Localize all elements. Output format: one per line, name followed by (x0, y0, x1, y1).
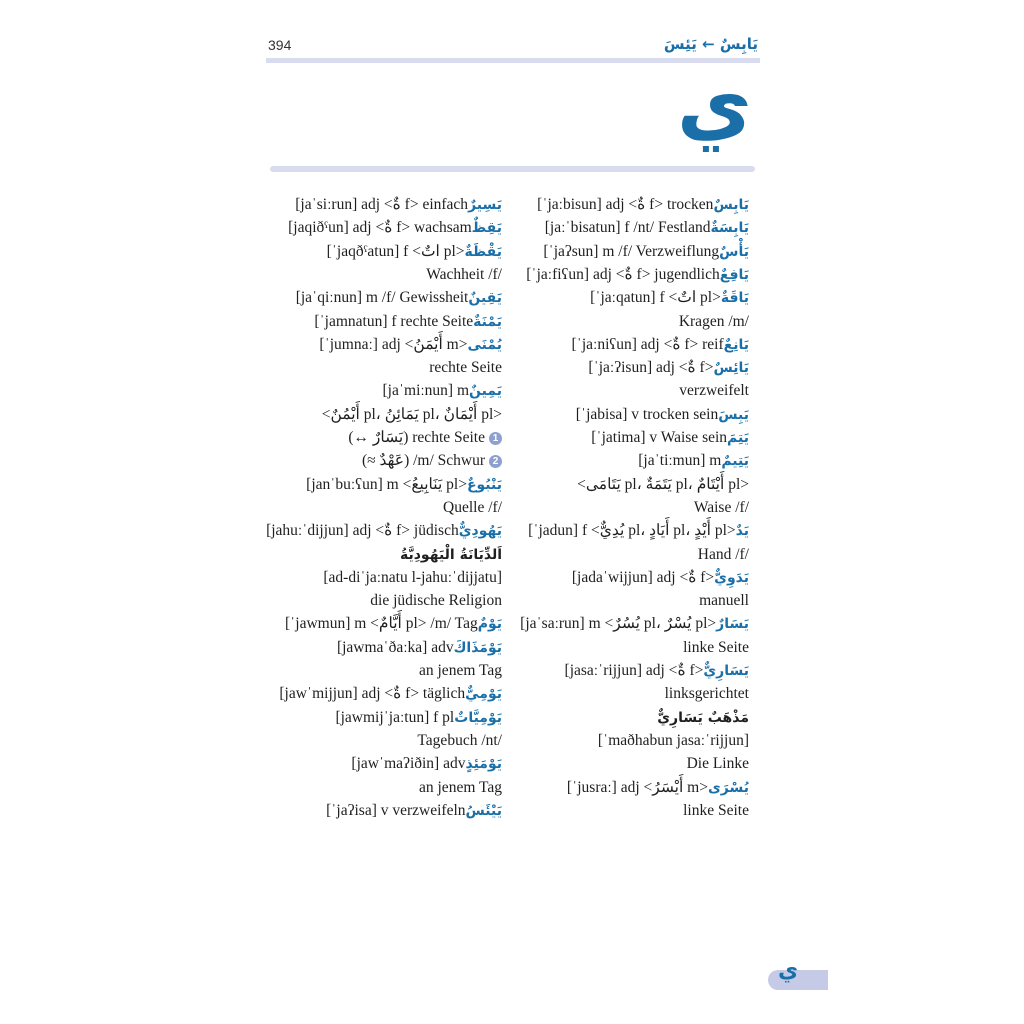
dictionary-line (537, 196, 749, 214)
headword: يَابِسَةٌ (710, 220, 749, 237)
entry-text: (≈ عَهْدٌ) /m/ Schwur (361, 452, 485, 470)
entry-text: [jaˈtiːmun] m (638, 452, 722, 470)
dictionary-line (326, 802, 502, 820)
dictionary-line (429, 359, 502, 377)
entry-text: [ad-diˈjaːnatu l-jahuːˈdijjatu] (323, 568, 502, 586)
entry-text: [jaqiðˤun] adj <ةٌ f> wachsam (288, 219, 472, 237)
headword: يَقِظٌ (471, 220, 502, 237)
headword: يَائِسٌ (713, 360, 749, 377)
dictionary-line (545, 219, 749, 237)
dictionary-line (528, 522, 749, 540)
dictionary-line (699, 592, 749, 610)
entry-text: [ˈjawmun] m <أَيَّامٌ pl> /m/ Tag (284, 615, 478, 633)
dictionary-line (285, 615, 502, 633)
entry-text: Tagebuch /nt/ (417, 731, 502, 749)
headword: يَوْمَذَاكَ (453, 639, 502, 656)
entry-text: [jaˈmiːnun] m (382, 382, 470, 400)
dictionary-line (383, 382, 503, 400)
entry-text: Die Linke (686, 755, 749, 773)
entry-text: [jawˈmijjun] adj <ةٌ f> täglich (279, 685, 466, 703)
dictionary-line (683, 802, 749, 820)
entry-text: [ˈjaːqatun] f <اتٌ pl> (590, 289, 721, 307)
entry-text: [jaːˈbisatun] f /nt/ Festland (544, 219, 711, 237)
entry-text: [janˈbuːʕun] m <يَنَابِيعُ pl> (306, 475, 467, 493)
section-rule (270, 166, 755, 172)
entry-text: linksgerichtet (664, 685, 749, 703)
entry-text: [ˈjaːbisun] adj <ةٌ f> trocken (537, 196, 714, 213)
running-head: يَابِسٌ ← يَئِسَ (663, 35, 758, 53)
dictionary-line (400, 546, 502, 564)
entry-text: [ˈjaʔsun] m /f/ Verzweiflung (543, 242, 720, 260)
dictionary-line (665, 685, 749, 703)
headword: يَأْسٌ (719, 243, 749, 260)
dictionary-line (591, 429, 749, 447)
entry-text: [jawmaˈðaːka] adv (336, 638, 454, 656)
dictionary-line (565, 662, 749, 680)
dictionary-line (588, 359, 749, 377)
entry-text: an jenem Tag (419, 778, 502, 796)
dictionary-line (306, 476, 502, 494)
entry-text: an jenem Tag (419, 662, 502, 679)
dictionary-line (266, 522, 502, 540)
headword: يَوْمِيٌّ (465, 686, 502, 703)
headword: يَتِيمٌ (721, 453, 749, 470)
entry-text: [ˈjamnatun] f rechte Seite (314, 312, 474, 330)
entry-text: Waise /f/ (693, 498, 749, 516)
headword: يَقْظَةٌ (464, 243, 502, 260)
headword: يُمْنَى (467, 336, 502, 353)
dictionary-line (322, 406, 502, 424)
dictionary-line (295, 196, 502, 214)
headword: يَابِسٌ (713, 197, 749, 213)
headword: يَمْنَةٌ (473, 313, 502, 330)
thumb-tab-letter: ي (778, 958, 799, 983)
dictionary-line (572, 569, 749, 587)
entry-text: manuell (699, 592, 749, 610)
dictionary-line (337, 639, 502, 657)
headword: يَوْمٌ (477, 616, 502, 633)
headword: يَمِينٌ (469, 383, 502, 400)
entry-text: [ˈjaːfiʕun] adj <ةٌ f> jugendlich (526, 265, 720, 283)
headword: يَافِعٌ (719, 266, 749, 283)
dictionary-line (279, 685, 502, 703)
entry-text: [ˈjusraː] adj <أَيْسَرُ m> (566, 778, 708, 796)
headword: يَاقَةٌ (720, 290, 749, 307)
dictionary-line (319, 336, 502, 354)
entry-text: [ˈjaqðˤatun] f <اتٌ pl> (326, 242, 465, 260)
entry-text: linke Seite (683, 638, 749, 656)
headword: يَدٌ (735, 523, 749, 540)
dictionary-line (323, 569, 502, 587)
dictionary-line (694, 499, 749, 517)
entry-text: [jasaːˈrijjun] adj <ةٌ f> (564, 662, 704, 679)
dictionary-line (638, 452, 749, 470)
dictionary-line (417, 732, 502, 750)
headword: يَسَارٌ (716, 616, 749, 633)
dictionary-line (419, 779, 502, 797)
entry-text: linke Seite (683, 801, 749, 819)
dictionary-line (362, 452, 502, 470)
headword: يُسْرَى (707, 779, 749, 796)
headword: يَقِينٌ (468, 290, 502, 307)
entry-text: verzweifelt (679, 382, 749, 400)
dictionary-line (590, 289, 749, 307)
dictionary-line (698, 546, 749, 564)
dictionary-line (296, 289, 502, 307)
entry-text: [jawˈmaʔiðin] adv (351, 755, 466, 773)
dictionary-line (598, 732, 749, 750)
entry-text: [ˈjaʔisa] v verzweifeln (326, 801, 466, 819)
headword: يَنْبُوعٌ (466, 476, 502, 493)
dictionary-line (351, 755, 502, 773)
entry-text: <يَتَامَى pl، يَتَمَةٌ pl، أَيْتَامٌ pl> (577, 475, 749, 493)
headword: يَهُودِيٌّ (458, 523, 502, 540)
headword: يَدَوِيٌّ (714, 569, 749, 586)
headword: يَبِسَ (718, 406, 749, 423)
entry-text: [ˈjaːʔisun] adj <ةٌ f> (588, 359, 714, 377)
entry-text: [jaˈsaːrun] m <يُسُرٌ pl، يُسْرٌ pl> (520, 615, 717, 633)
sense-number-badge: 1 (489, 432, 502, 445)
entry-text: [ˈjadun] f <يُدِيٌّ pl، أَيَادٍ pl، أَيْدٍ pl> (528, 522, 736, 540)
entry-text: [ˈjatima] v Waise sein (591, 429, 728, 446)
entry-text: Kragen /m/ (678, 312, 749, 330)
dictionary-line (567, 779, 749, 797)
entry-text: [ˈmaðhabun jasaːˈrijjun] (597, 731, 749, 749)
headword: يَسِيرٌ (468, 197, 502, 213)
dictionary-line (577, 476, 749, 494)
dictionary-line (314, 313, 502, 331)
dictionary-line (370, 592, 502, 610)
headword: يَتِمَ (727, 430, 749, 446)
entry-text: Quelle /f/ (443, 498, 502, 516)
headword: يَانِعٌ (723, 336, 749, 353)
entry-text: Wachheit /f/ (426, 265, 502, 283)
dictionary-line (288, 219, 502, 237)
dictionary-line (683, 639, 749, 657)
section-letter: ي (676, 57, 752, 152)
headword: يَوْمَئِذٍ (465, 756, 502, 773)
dictionary-line (576, 406, 749, 424)
dictionary-line (419, 662, 502, 680)
dictionary-line (348, 429, 502, 447)
entry-text: Hand /f/ (697, 545, 749, 563)
dictionary-line (657, 709, 749, 727)
entry-text: (↔ يَسَارٌ) rechte Seite (348, 429, 485, 446)
thumb-tab (768, 958, 828, 990)
dictionary-line (679, 313, 749, 331)
dictionary-line (520, 615, 749, 633)
entry-text: [ˈjumnaː] adj <أَيْمَنُ m> (319, 335, 468, 353)
entry-text: [jawmijˈjaːtun] f pl (335, 708, 455, 726)
entry-text: <أَيْمُنٌ pl، يَمَائِنُ pl، أَيْمَانٌ pl> (321, 405, 502, 423)
entry-text: rechte Seite (429, 359, 502, 377)
entry-text: [jadaˈwijjun] adj <ةٌ f> (571, 568, 715, 586)
dictionary-line (327, 243, 502, 261)
headword: يَيْئَسُ (465, 802, 502, 819)
entry-text: [jaˈsiːrun] adj <ةٌ f> einfach (295, 196, 469, 213)
arabic-phrase: اَلدِّيَانَةُ الْيَهُودِيَّةُ (400, 546, 502, 563)
arabic-phrase: مَذْهَبٌ يَسَارِيٌّ (657, 709, 749, 726)
dictionary-line (426, 266, 502, 284)
entry-text: [ˈjabisa] v trocken sein (575, 405, 719, 423)
entry-text: die jüdische Religion (370, 592, 502, 610)
sense-number-badge: 2 (489, 455, 502, 468)
dictionary-line (443, 499, 502, 517)
headword: يَوْمِيَّاتٌ (454, 709, 502, 726)
entry-text: [ˈjaːniʕun] adj <ةٌ f> reif (571, 335, 724, 353)
entry-text: [jaˈqiːnun] m /f/ Gewissheit (295, 289, 469, 307)
headword: يَسَارِيٌّ (703, 663, 749, 679)
dictionary-line (687, 755, 749, 773)
entry-text: [jahuːˈdijjun] adj <ةٌ f> jüdisch (266, 522, 459, 540)
dictionary-line (526, 266, 749, 284)
page-number: 394 (268, 37, 292, 53)
dictionary-line (572, 336, 749, 354)
dictionary-line (543, 243, 749, 261)
dictionary-line (679, 382, 749, 400)
dictionary-line (335, 709, 502, 727)
